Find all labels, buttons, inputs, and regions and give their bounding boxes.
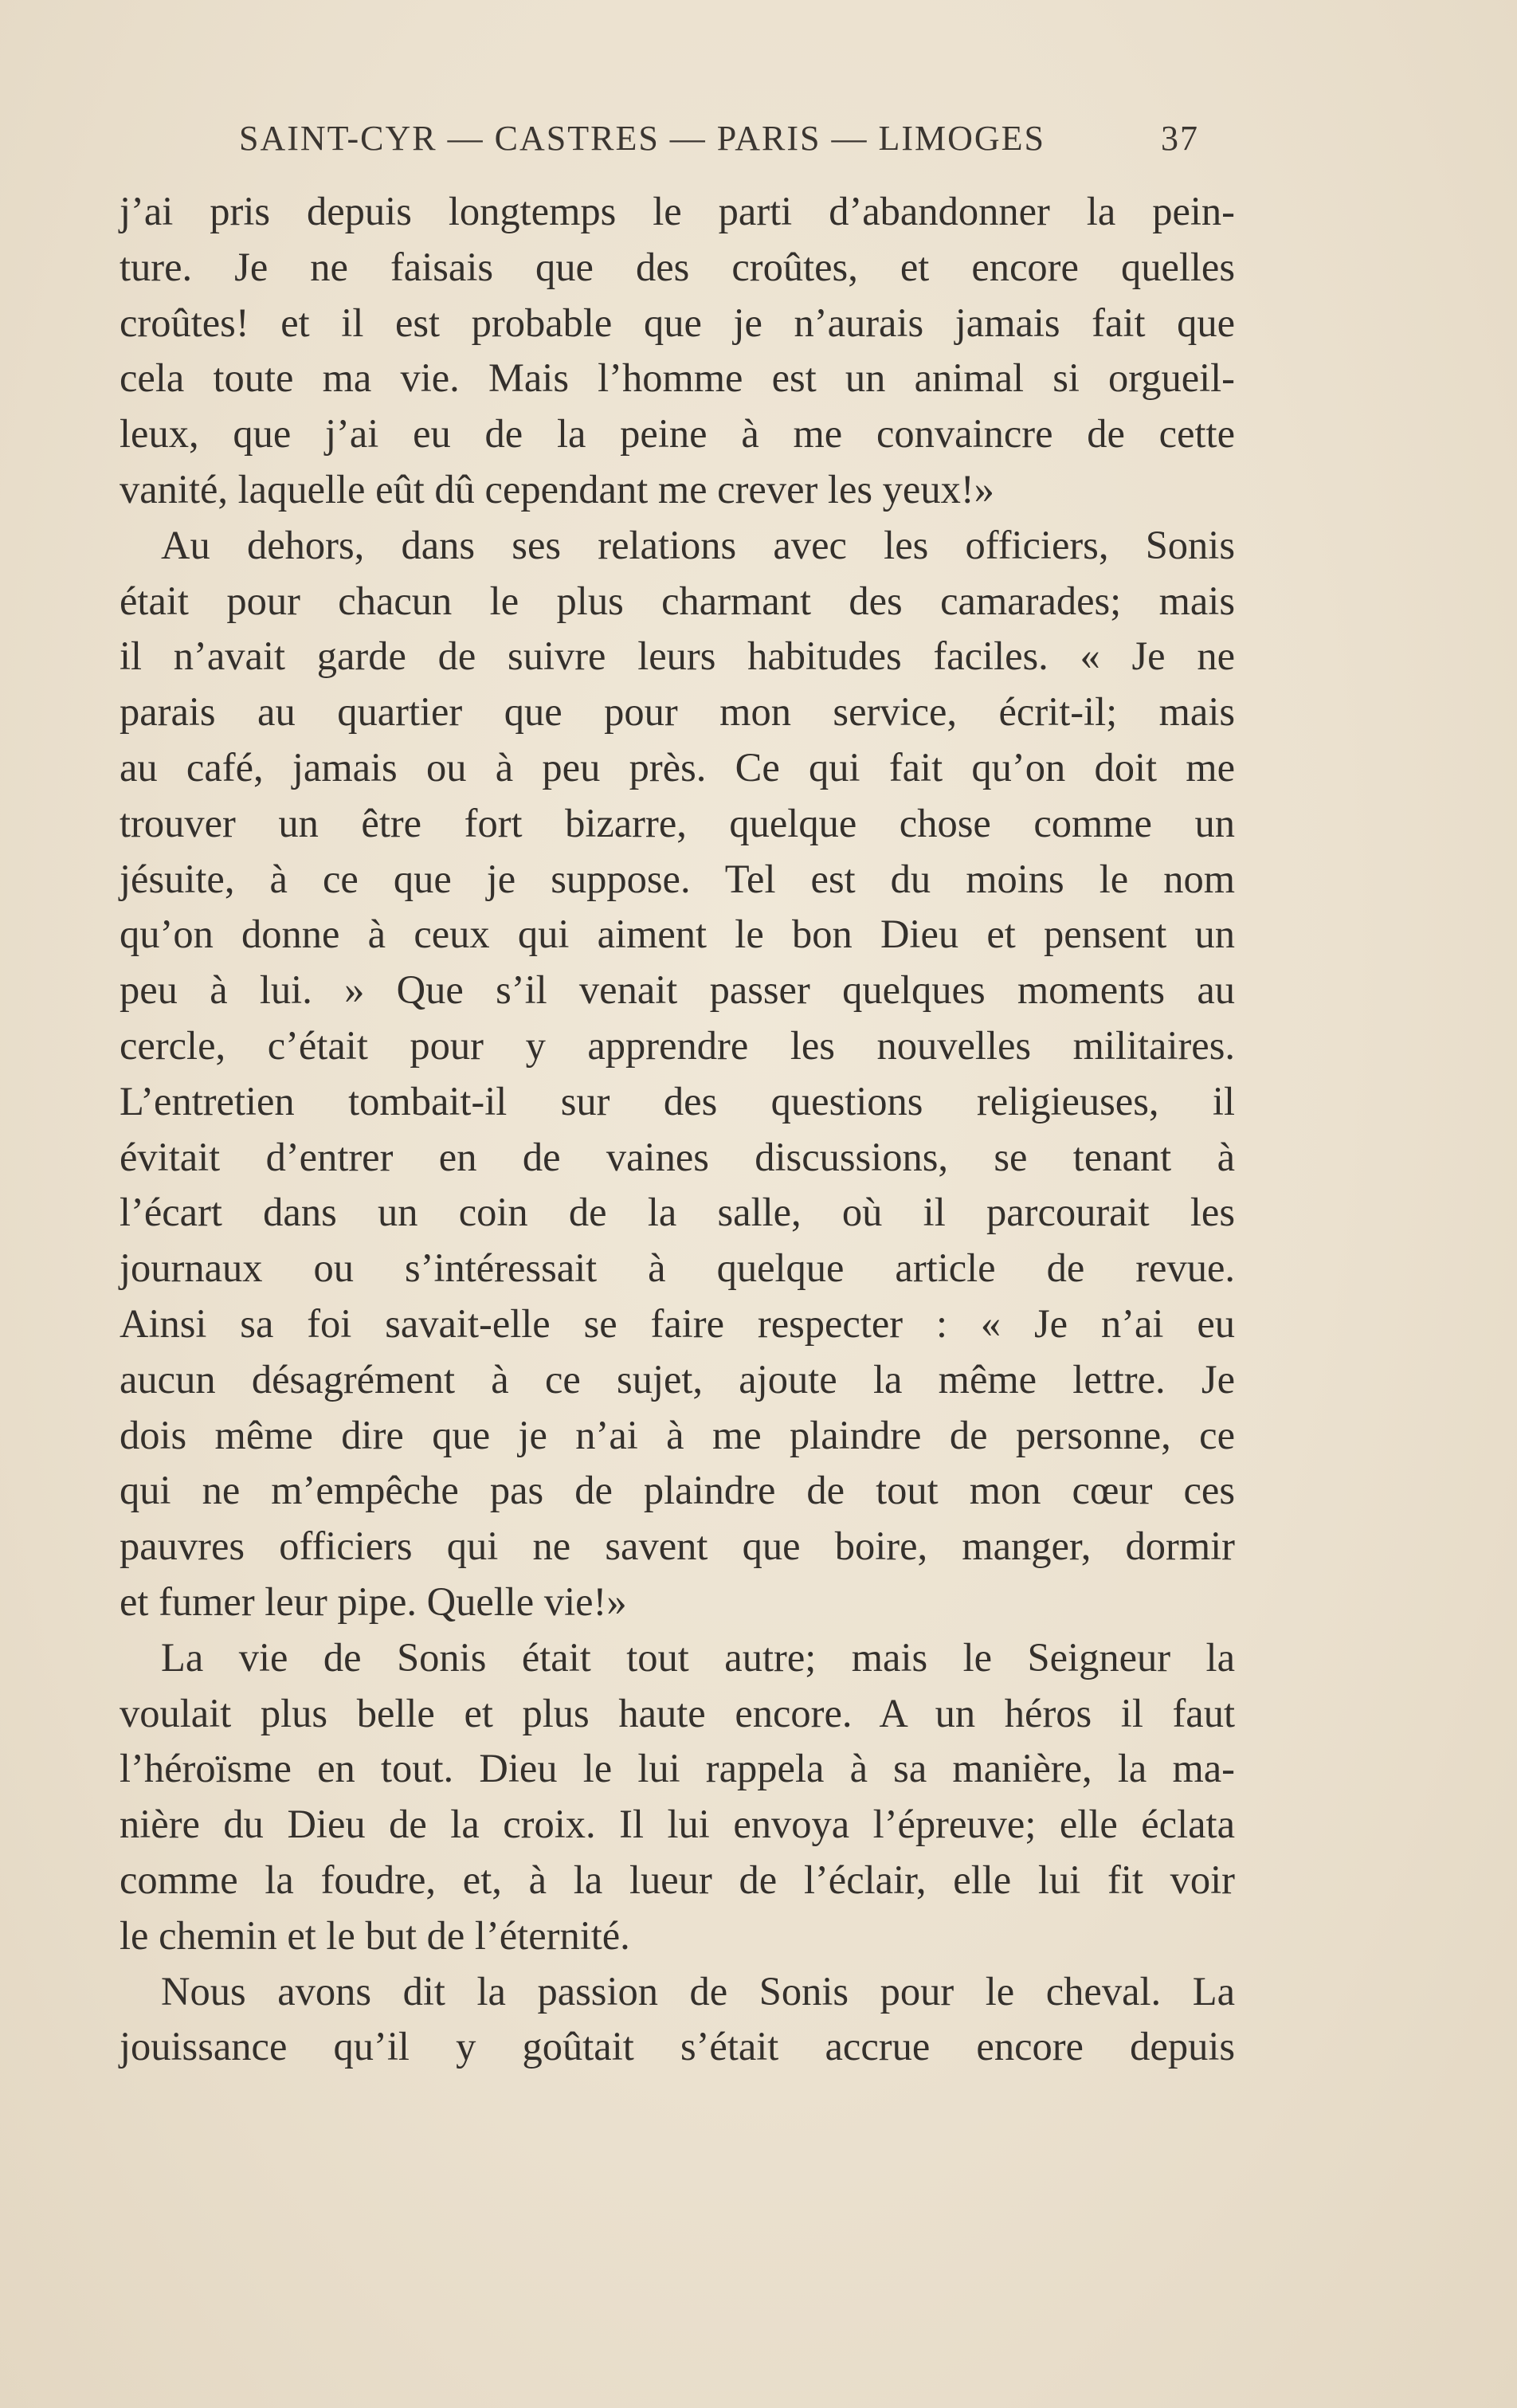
text-line: et fumer leur pipe. Quelle vie!» <box>120 1579 627 1624</box>
text-line: qui ne m’empêche pas de plaindre de tout mon cœur ces <box>120 1468 1235 1513</box>
text-line: pauvres officiers qui ne savent que boire, manger, dormir <box>120 1524 1235 1569</box>
text-line: évitait d’entrer en de vaines discussions, se tenant à <box>120 1134 1235 1179</box>
text-line: Nous avons dit la passion de Sonis pour le cheval. La <box>161 1968 1235 2014</box>
text-line: trouver un être fort bizarre, quelque chose comme un <box>120 800 1235 845</box>
text-line: La vie de Sonis était tout autre; mais le Seigneur la <box>161 1634 1235 1680</box>
text-line: au café, jamais ou à peu près. Ce qui fait qu’on doit me <box>120 744 1235 790</box>
running-title: SAINT-CYR — CASTRES — PARIS — LIMOGES <box>239 119 1046 158</box>
page-header <box>239 118 1199 166</box>
text-line: était pour chacun le plus charmant des camarades; mais <box>120 578 1235 623</box>
text-line: dois même dire que je n’ai à me plaindre de personne, ce <box>120 1412 1235 1457</box>
text-line: peu à lui. » Que s’il venait passer quelques moments au <box>120 967 1235 1013</box>
text-line: l’écart dans un coin de la salle, où il parcourait les <box>120 1190 1235 1235</box>
text-line: cela toute ma vie. Mais l’homme est un animal si orgueil- <box>120 355 1235 401</box>
text-line: jouissance qu’il y goûtait s’était accrue encore depuis <box>120 2024 1235 2069</box>
text-line: parais au quartier que pour mon service, écrit-il; mais <box>120 689 1235 735</box>
text-line: leux, que j’ai eu de la peine à me convaincre de cette <box>120 411 1235 457</box>
text-line: jésuite, à ce que je suppose. Tel est du moins le nom <box>120 856 1235 901</box>
text-line: croûtes! et il est probable que je n’aurais jamais fait que <box>120 300 1235 345</box>
text-line: comme la foudre, et, à la lueur de l’éclair, elle lui fit voir <box>120 1857 1235 1902</box>
text-line: il n’avait garde de suivre leurs habitudes faciles. « Je ne <box>120 633 1235 679</box>
text-line: journaux ou s’intéressait à quelque article de revue. <box>120 1245 1235 1291</box>
text-line: l’héroïsme en tout. Dieu le lui rappela à sa manière, la ma- <box>120 1746 1235 1791</box>
text-line: qu’on donne à ceux qui aiment le bon Dieu et pensent un <box>120 912 1235 957</box>
text-line: aucun désagrément à ce sujet, ajoute la même lettre. Je <box>120 1356 1235 1402</box>
text-line: le chemin et le but de l’éternité. <box>120 1912 630 1958</box>
text-line: Ainsi sa foi savait-elle se faire respecter : « Je n’ai eu <box>120 1300 1235 1346</box>
text-line: nière du Dieu de la croix. Il lui envoya l’épreuve; elle éclata <box>120 1802 1235 1847</box>
text-line: ture. Je ne faisais que des croûtes, et encore quelles <box>120 244 1235 289</box>
text-line: cercle, c’était pour y apprendre les nouvelles militaires. <box>120 1022 1235 1068</box>
body-text <box>120 184 1235 2075</box>
text-line: j’ai pris depuis longtemps le parti d’abandonner la pein- <box>120 189 1235 233</box>
page-number: 37 <box>1161 119 1199 158</box>
text-line: vanité, laquelle eût dû cependant me crever les yeux!» <box>120 466 994 512</box>
text-line: voulait plus belle et plus haute encore. A un héros il faut <box>120 1690 1235 1735</box>
text-line: Au dehors, dans ses relations avec les officiers, Sonis <box>161 522 1235 567</box>
text-line: L’entretien tombait-il sur des questions religieuses, il <box>120 1078 1235 1124</box>
